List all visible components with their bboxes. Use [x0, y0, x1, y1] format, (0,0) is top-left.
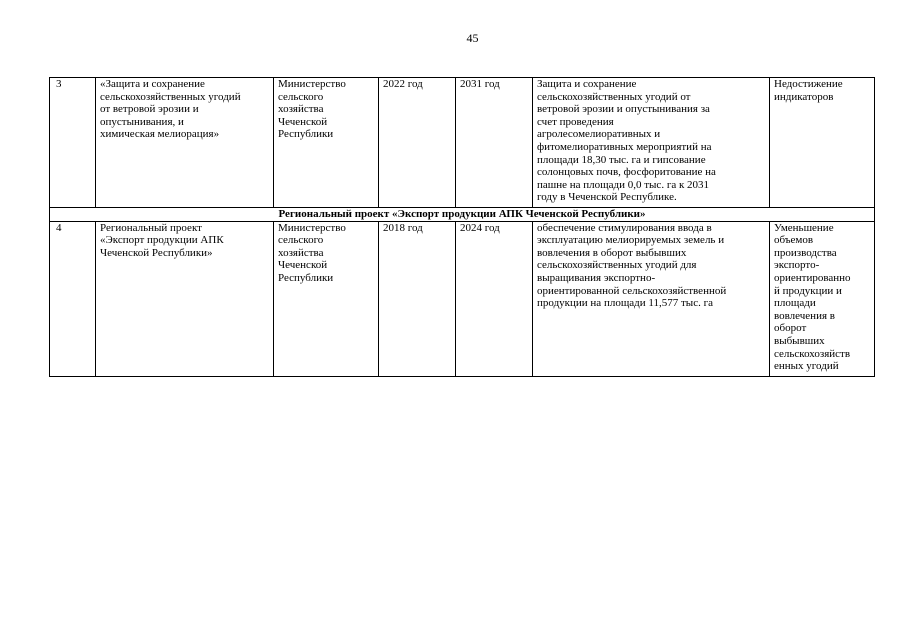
table-row: [50, 78, 875, 208]
executor: Министерство сельского хозяйства Чеченской Республики: [274, 221, 379, 376]
measures-table: [49, 77, 875, 377]
section-title: Региональный проект «Экспорт продукции АПК Чеченской Республики»: [50, 208, 875, 222]
page-number: 45: [466, 31, 479, 45]
executor: Министерство сельского хозяйства Чеченской Республики: [274, 78, 379, 208]
risk-consequence: Недостижение индикаторов: [770, 78, 875, 208]
expected-result: обеспечение стимулирования ввода в эксплуатацию мелиорируемых земель и вовлечения в оборот выбывших сельскохозяйственных угодий для выращивания экспортно- ориентированной сельскохозяйственной продукции на площади 11,577 тыс. га: [533, 221, 770, 376]
start-year: 2022 год: [379, 78, 456, 208]
risk-consequence: Уменьшение объемов производства экспорто- ориентированно й продукции и площади вовлечения в оборот выбывших сельскохозяйств енных угодий: [770, 221, 875, 376]
end-year: 2024 год: [456, 221, 533, 376]
end-year: 2031 год: [456, 78, 533, 208]
expected-result: Защита и сохранение сельскохозяйственных угодий от ветровой эрозии и опустынивания за счет проведения агролесомелиоративных и фитомелиоративных мероприятий на площади 18,30 тыс. га и гипсование солонцовых почв, фосфоритование на пашне на площади 0,0 тыс. га к 2031 году в Чеченской Республике.: [533, 78, 770, 208]
table-row: [50, 221, 875, 376]
row-number: 3: [50, 78, 96, 208]
row-number: 4: [50, 221, 96, 376]
section-row: [50, 208, 875, 222]
measure-name: «Защита и сохранение сельскохозяйственных угодий от ветровой эрозии и опустынивания, и химическая мелиорация»: [96, 78, 274, 208]
measure-name: Региональный проект «Экспорт продукции АПК Чеченской Республики»: [96, 221, 274, 376]
start-year: 2018 год: [379, 221, 456, 376]
